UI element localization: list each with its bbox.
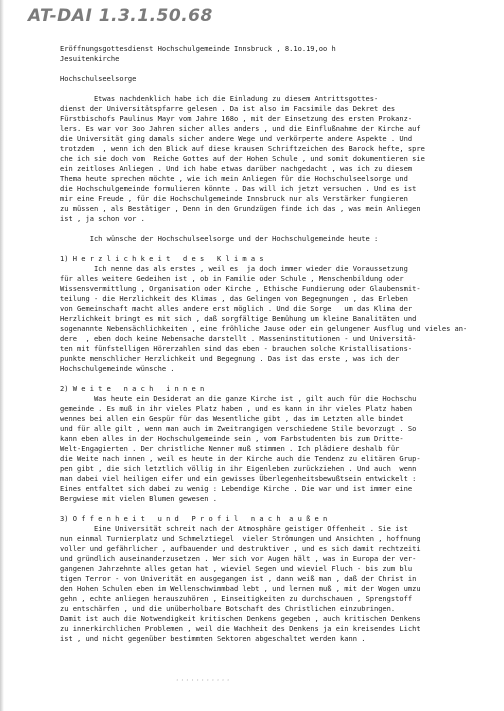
text-line: und für alle gilt , wenn man auch im Zweitrangigen verschiedene Stile bevorzugt . So bbox=[60, 424, 417, 433]
text-line: Was heute ein Desiderat an die ganze Kirche ist , gilt auch für die Hochschu bbox=[60, 394, 417, 403]
text-line: Ich wünsche der Hochschulseelsorge und der Hochschulgemeinde heute : bbox=[60, 234, 379, 243]
text-line: 2) W e i t e n a c h i n n e n bbox=[60, 384, 205, 393]
text-line: die Hochschulgemeinde formulieren könnte . Das will ich jetzt versuchen . Und es ist bbox=[60, 184, 417, 193]
text-line: Thema heute sprechen möchte , wie ich mein Anliegen für die Hochschulseelsorge und bbox=[60, 174, 408, 183]
text-line: Fürstbischofs Paulinus Mayr vom Jahre 168o , mit der Einsetzung des ersten Prokanz- bbox=[60, 114, 413, 123]
text-line: teilung - die Herzlichkeit des Klimas , das Gelingen von Begegnungen , das Erleben bbox=[60, 294, 408, 303]
handwritten-signature: · · · · · · · · · · · bbox=[176, 676, 230, 685]
text-line: ist , ja schon vor . bbox=[60, 214, 145, 223]
text-line bbox=[60, 64, 498, 74]
text-line: mir eine Freude , für die Hochschulgemeinde Innsbruck nur als Verstärker fungieren bbox=[60, 194, 408, 203]
text-line: sogenannte Nebensächlichkeiten , eine fröhliche Jause oder ein gelungener Ausflug und vieles an- bbox=[60, 324, 468, 333]
scan-edge-shadow bbox=[0, 0, 4, 711]
text-line: Wissensvermittlung , Organisation oder Kirche , Ethische Fundierung oder Glaubensmit- bbox=[60, 284, 421, 293]
text-line: von Gemeinschaft macht alles andere erst möglich . Und die Sorge um das Klima der bbox=[60, 304, 413, 313]
text-line: wennes bei allen ein Gespür für das Wesentliche gibt , das im Letzten alle bindet bbox=[60, 414, 404, 423]
text-line: tigen Terror - von Univerität en ausgegangen ist , dann weiß man , daß der Christ in bbox=[60, 574, 417, 583]
text-line: ist , und nicht gegenüber bestimmten Sektoren abgeschaltet werden kann . bbox=[60, 634, 366, 643]
text-line bbox=[60, 224, 498, 234]
text-line: Hochschulgemeinde wünsche . bbox=[60, 364, 175, 373]
text-line: nun einmal Turnierplatz und Schmelztiegel vieler Strömungen und Ansichten , hoffnung bbox=[60, 534, 421, 543]
text-line: zu entschärfen , und die unüberholbare Botschaft des Christlichen einzubringen. bbox=[60, 604, 396, 613]
text-line: trotzdem , wenn ich den Blick auf diese krausen Schriftzeichen des Barock hefte, spre bbox=[60, 144, 425, 153]
text-line: ten mit fünfstelligen Hörerzahlen sind das eben - brauchen solche Kristallisations- bbox=[60, 344, 413, 353]
text-line: und gründlich auseinanderzusetzen . Wer sich vor Augen hält , was in Europa der ver- bbox=[60, 554, 417, 563]
text-line: die Weite nach innen , weil es heute in der Kirche auch die Tendenz zu elitären Grup- bbox=[60, 454, 421, 463]
text-line: Hochschulseelsorge bbox=[60, 74, 137, 83]
text-line bbox=[60, 374, 498, 384]
text-line: punkte menschlicher Herzlichkeit und Begegnung . Das ist das erste , was ich der bbox=[60, 354, 400, 363]
text-line: zu müssen , als Bestätiger , Denn in den Grundzügen finde ich das , was mein Anliegen bbox=[60, 204, 421, 213]
text-line: Herzlichkeit bringt es mit sich , daß sorgfältige Bemühung um kleine Banalitäten und bbox=[60, 314, 417, 323]
text-line: 1) H e r z l i c h k e i t d e s K l i m a s bbox=[60, 254, 264, 263]
text-line: Eine Universität schreit nach der Atmosphäre geistiger Offenheit . Sie ist bbox=[60, 524, 408, 533]
text-line: Jesuitenkirche bbox=[60, 54, 120, 63]
text-line: ein zeitloses Anliegen . Und ich habe etwas darüber nachgedacht , was ich zu diesem bbox=[60, 164, 413, 173]
text-line: gangenen Jahrzehnte alles getan hat , wieviel Segen und wieviel Fluch - bis zum blu bbox=[60, 564, 413, 573]
text-line: dienst der Universitätspfarre gelesen . Da ist also im Facsimile das Dekret des bbox=[60, 104, 396, 113]
text-line bbox=[60, 504, 498, 514]
text-line bbox=[60, 244, 498, 254]
text-line: Bergwiese mit vielen Blumen gewesen . bbox=[60, 494, 217, 503]
text-line: kann eben alles in der Hochschulgemeinde sein , vom Farbstudenten bis zum Dritte- bbox=[60, 434, 404, 443]
text-line: pen gibt , die sich letztlich völlig in ihr Eigenleben zurückziehen . Und auch wenn bbox=[60, 464, 417, 473]
text-line: 3) O f f e n h e i t u n d P r o f i l n a c h a u ß e n bbox=[60, 514, 328, 523]
text-line: Damit ist auch die Notwendigkeit kritischen Denkens gegeben , auch kritischen Denkens bbox=[60, 614, 421, 623]
text-line: Etwas nachdenklich habe ich die Einladung zu diesem Antrittsgottes- bbox=[60, 94, 379, 103]
text-line: gehn , echte anliegen herauszuhören , Einseitigkeiten zu durchschauen , Sprengstoff bbox=[60, 594, 413, 603]
text-line: für alles weitere Gedeihen ist , ob in Familie oder Schule , Menschenbildung oder bbox=[60, 274, 404, 283]
archive-stamp: AT-DAI 1.3.1.50.68 bbox=[28, 6, 213, 26]
text-line: die Universität ging damals sicher andere Wege und verkörperte andere Aspekte . Und bbox=[60, 134, 413, 143]
text-line: Ich nenne das als erstes , weil es ja doch immer wieder die Voraussetzung bbox=[60, 264, 408, 273]
text-line bbox=[60, 84, 498, 94]
text-line: lers. Es war vor 3oo Jahren sicher alles anders , und die Einflußnahme der Kirche auf bbox=[60, 124, 421, 133]
text-line: Welt-Engagierten . Der christliche Nenner muß stimmen . Ich plädiere deshalb für bbox=[60, 444, 400, 453]
text-line: che ich sie doch vom Reiche Gottes auf der Hohen Schule , und somit dokumentieren sie bbox=[60, 154, 425, 163]
text-line: den Hohen Schulen eben im Wellenschwimmbad lebt , und lernen muß , mit der Wogen umzu bbox=[60, 584, 421, 593]
text-line: man dabei viel heiligen eifer und ein gewisses Überlegenheitsbewußtsein entwickelt : bbox=[60, 474, 417, 483]
text-line: zu innerkirchlichen Problemen , weil die Wachheit des Denkens ja ein kreisendes Licht bbox=[60, 624, 421, 633]
text-line: dere , eben doch keine Nebensache darstellt . Masseninstitutionen - und Universitä- bbox=[60, 334, 417, 343]
text-line: Eröffnungsgottesdienst Hochschulgemeinde Innsbruck , 8.1o.19,oo h bbox=[60, 44, 336, 53]
text-line: voller und gefährlicher , aufbauender und destruktiver , und es sich damit rechtzeiti bbox=[60, 544, 421, 553]
text-line: Eines entfaltet sich dabei zu wenig : Lebendige Kirche . Die war und ist immer eine bbox=[60, 484, 413, 493]
text-line: gemeinde . Es muß in ihr vieles Platz haben , und es kann in ihr vieles Platz haben bbox=[60, 404, 413, 413]
document-body bbox=[60, 44, 498, 644]
